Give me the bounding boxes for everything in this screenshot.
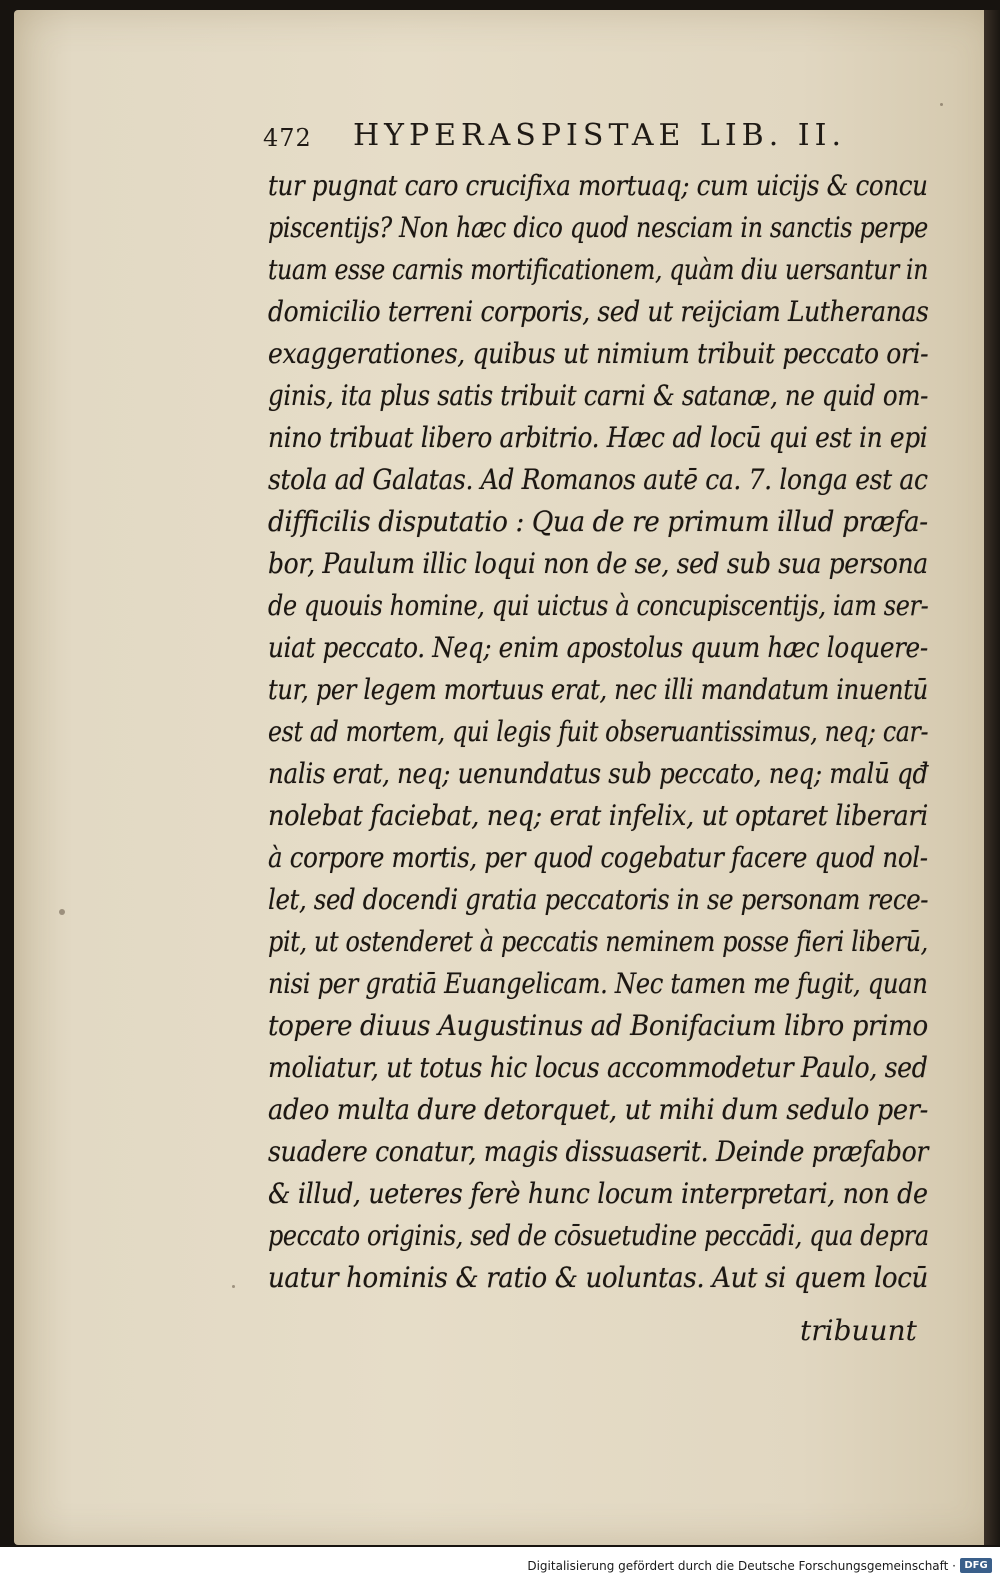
text-line: nolebat faciebat, neq; erat infelix, ut optaret liberari [268, 799, 928, 832]
text-line: adeo multa dure detorquet, ut mihi dum sedulo per- [268, 1093, 928, 1126]
page-number: 472 [263, 124, 312, 152]
text-line: pit, ut ostenderet à peccatis neminem posse fieri liberū, [268, 925, 928, 958]
text-line: stola ad Galatas. Ad Romanos autē ca. 7. longa est ac [268, 463, 928, 496]
text-line: ginis, ita plus satis tribuit carni & satanæ, ne quid om- [268, 379, 929, 412]
dfg-logo: DFG [960, 1558, 992, 1573]
paper-speck [940, 103, 943, 106]
text-line: topere diuus Augustinus ad Bonifacium libro primo [268, 1009, 928, 1042]
text-line: piscentijs? Non hæc dico quod nesciam in sanctis perpe [268, 211, 928, 244]
text-line: nalis erat, neq; uenundatus sub peccato, neq; malū qđ [268, 757, 928, 790]
funding-credit: Digitalisierung gefördert durch die Deutsche Forschungsgemeinschaft · [527, 1559, 956, 1573]
text-line: peccato originis, sed de cōsuetudine peccādi, qua depra [268, 1219, 929, 1252]
text-line: nisi per gratiā Euangelicam. Nec tamen me fugit, quan [268, 967, 928, 1000]
text-line: bor, Paulum illic loqui non de se, sed sub sua persona [268, 547, 928, 580]
text-line: de quouis homine, qui uictus à concupiscentijs, iam ser- [268, 589, 929, 622]
running-head-title: HYPERASPISTAE LIB. II. [353, 118, 847, 153]
text-line: suadere conatur, magis dissuaserit. Deinde præfabor [268, 1135, 929, 1168]
text-line: tur, per legem mortuus erat, nec illi mandatum inuentū [268, 673, 928, 706]
text-line: tuam esse carnis mortificationem, quàm diu uersantur in [268, 253, 928, 286]
paper-speck [232, 1285, 235, 1288]
text-line: à corpore mortis, per quod cogebatur facere quod nol- [268, 841, 928, 874]
text-line: uiat peccato. Neq; enim apostolus quum hæc loquere- [268, 631, 928, 664]
body-text [268, 165, 928, 1299]
text-line: uatur hominis & ratio & uoluntas. Aut si quem locū [268, 1261, 928, 1294]
text-line: est ad mortem, qui legis fuit obseruantissimus, neq; car- [268, 715, 929, 748]
catchword: tribuunt [800, 1314, 917, 1347]
text-line: let, sed docendi gratia peccatoris in se personam rece- [268, 883, 929, 916]
page-edge-shadow [984, 10, 1000, 1545]
text-line: nino tribuat libero arbitrio. Hæc ad locū qui est in epi [268, 421, 928, 454]
text-line: domicilio terreni corporis, sed ut reijciam Lutheranas [268, 295, 929, 328]
text-line: tur pugnat caro crucifixa mortuaq; cum uicijs & concu [268, 169, 928, 202]
text-line: exaggerationes, quibus ut nimium tribuit peccato ori- [268, 337, 929, 370]
text-line: & illud, ueteres ferè hunc locum interpretari, non de [268, 1177, 928, 1210]
paper-speck [59, 909, 65, 915]
text-line: moliatur, ut totus hic locus accommodetur Paulo, sed [268, 1051, 928, 1084]
running-head [263, 118, 913, 158]
text-line: difficilis disputatio : Qua de re primum illud præfa- [268, 505, 928, 538]
